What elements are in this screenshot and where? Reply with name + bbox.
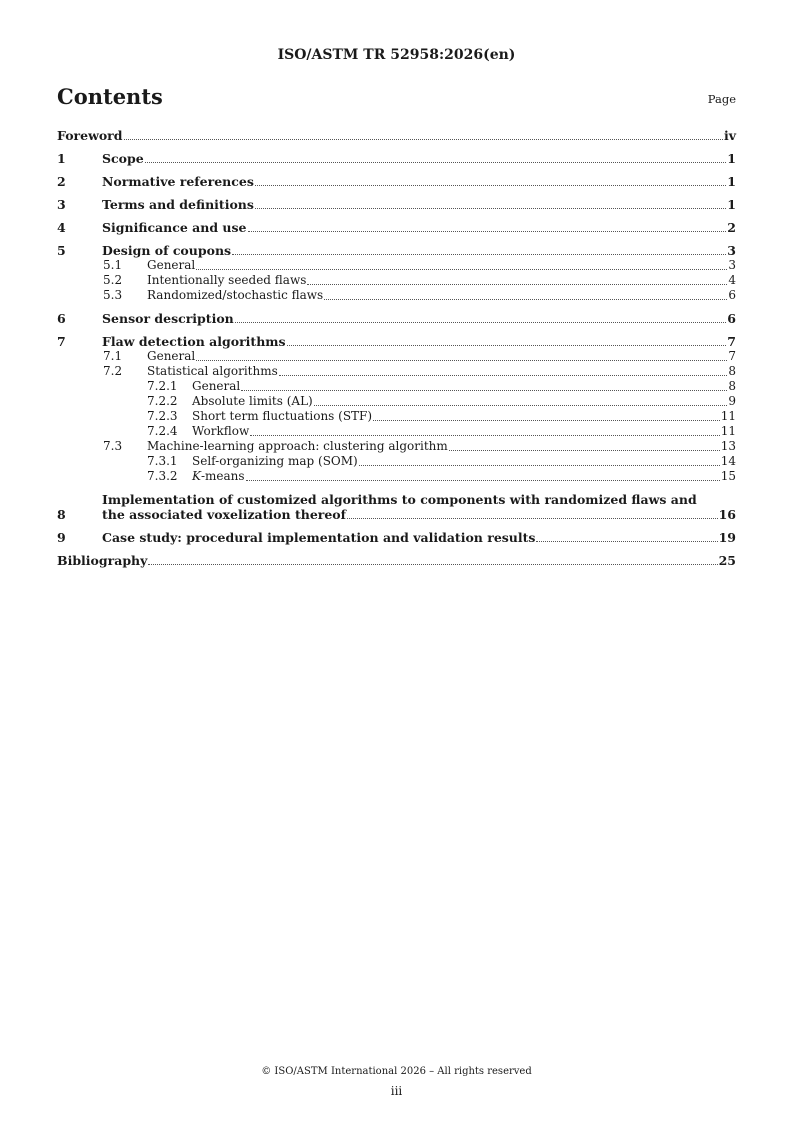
toc-entry-title: Scope <box>102 151 144 166</box>
toc-entry-title: Bibliography <box>57 553 148 568</box>
toc-entry-page: 9 <box>728 394 736 408</box>
toc-dot-leader <box>324 298 727 300</box>
toc-entry-title: Foreword <box>57 128 123 143</box>
toc-entry-title: Machine-learning approach: clustering algorithm <box>147 439 448 453</box>
toc-dot-leader <box>248 230 727 232</box>
toc-entry-title: Design of coupons <box>102 243 232 258</box>
toc-dot-leader <box>287 344 727 346</box>
toc-entry-number: 6 <box>57 311 66 326</box>
toc-dot-leader <box>246 479 720 481</box>
toc-entry-title: Randomized/stochastic flaws <box>147 288 324 302</box>
toc-entry-title: General <box>147 349 196 363</box>
toc-dot-leader <box>536 540 717 542</box>
toc-entry[interactable] <box>57 258 736 273</box>
toc-entry-title: K-means <box>192 469 245 483</box>
toc-entry-number: 7.1 <box>103 349 123 363</box>
toc-entry-title: Self-organizing map (SOM) <box>192 454 358 468</box>
toc-entry-page: 3 <box>728 258 736 272</box>
toc-entry[interactable] <box>57 530 736 545</box>
toc-entry-page: 14 <box>720 454 736 468</box>
toc-entry-number: 5.2 <box>103 273 123 287</box>
toc-entry-title: Flaw detection algorithms <box>102 334 286 349</box>
toc-entry-page: 2 <box>727 220 736 235</box>
toc-entry-number: 1 <box>57 151 66 166</box>
page-column-label: Page <box>707 92 736 106</box>
toc-entry-title: General <box>192 379 241 393</box>
toc-dot-leader <box>232 253 726 255</box>
toc-entry[interactable] <box>57 492 736 522</box>
toc-entry-page: 11 <box>720 409 736 423</box>
toc-dot-leader <box>124 138 723 140</box>
toc-entry-title: the associated voxelization thereof <box>102 507 347 522</box>
toc-dot-leader <box>148 563 717 565</box>
copyright-footer: © ISO/ASTM International 2026 – All rights reserved <box>261 1066 532 1077</box>
toc-entry[interactable] <box>57 174 736 189</box>
toc-entry[interactable] <box>57 243 736 258</box>
contents-title: Contents <box>57 84 163 109</box>
toc-entry-number: 3 <box>57 197 66 212</box>
toc-dot-leader <box>359 464 720 466</box>
toc-entry-page: 8 <box>728 379 736 393</box>
toc-entry-title: Significance and use <box>102 220 247 235</box>
toc-entry-number: 9 <box>57 530 66 545</box>
toc-dot-leader <box>314 404 728 406</box>
toc-entry-number: 7.2.1 <box>147 379 178 393</box>
toc-entry[interactable] <box>57 128 736 143</box>
toc-entry-number: 7.2.3 <box>147 409 178 423</box>
toc-entry-number: 7.2.4 <box>147 424 178 438</box>
toc-entry[interactable] <box>57 311 736 326</box>
toc-entry[interactable] <box>57 454 736 469</box>
toc-entry-page: 1 <box>727 151 736 166</box>
toc-entry-number: 5.3 <box>103 288 123 302</box>
toc-dot-leader <box>241 389 727 391</box>
toc-dot-leader <box>250 434 719 436</box>
toc-entry-page: 13 <box>720 439 736 453</box>
toc-entry-title: Implementation of customized algorithms to components with randomized flaws and <box>102 492 697 507</box>
toc-entry[interactable] <box>57 409 736 424</box>
toc-dot-leader <box>279 374 728 376</box>
toc-entry[interactable] <box>57 197 736 212</box>
toc-entry-number: 7.2.2 <box>147 394 178 408</box>
toc-entry-page: 6 <box>728 288 736 302</box>
toc-entry-title: Terms and definitions <box>102 197 254 212</box>
toc-entry-number: 2 <box>57 174 66 189</box>
toc-entry-title: Statistical algorithms <box>147 364 278 378</box>
toc-entry[interactable] <box>57 349 736 364</box>
toc-entry-page: 19 <box>718 530 736 545</box>
toc-entry-page: 15 <box>720 469 736 483</box>
toc-entry-title: General <box>147 258 196 272</box>
toc-entry-number: 5 <box>57 243 66 258</box>
toc-entry-page: 11 <box>720 424 736 438</box>
toc-dot-leader <box>255 184 726 186</box>
toc-entry-page: 6 <box>727 311 736 326</box>
toc-entry-title: Sensor description <box>102 311 234 326</box>
document-id-header: ISO/ASTM TR 52958:2026(en) <box>277 47 516 63</box>
toc-dot-leader <box>196 268 727 270</box>
toc-dot-leader <box>255 207 726 209</box>
toc-dot-leader <box>449 449 720 451</box>
toc-entry[interactable] <box>57 334 736 349</box>
toc-entry-page: 25 <box>718 553 736 568</box>
toc-dot-leader <box>145 161 727 163</box>
toc-entry-page: 1 <box>727 197 736 212</box>
toc-entry[interactable] <box>57 364 736 379</box>
toc-entry[interactable] <box>57 424 736 439</box>
toc-entry[interactable] <box>57 273 736 288</box>
toc-entry-number: 8 <box>57 507 66 522</box>
toc-entry-number: 7.3.2 <box>147 469 178 483</box>
toc-entry-number: 7.3.1 <box>147 454 178 468</box>
toc-entry-page: 3 <box>727 243 736 258</box>
toc-dot-leader <box>235 321 727 323</box>
toc-entry[interactable] <box>57 220 736 235</box>
toc-entry[interactable] <box>57 288 736 303</box>
toc-entry[interactable] <box>57 394 736 409</box>
toc-dot-leader <box>347 517 718 519</box>
toc-entry-page: 16 <box>718 507 736 522</box>
toc-entry-page: 8 <box>728 364 736 378</box>
toc-entry-page: 7 <box>727 334 736 349</box>
table-of-contents <box>57 128 736 568</box>
toc-entry-number: 5.1 <box>103 258 123 272</box>
toc-entry[interactable] <box>57 379 736 394</box>
toc-entry-number: 7.2 <box>103 364 123 378</box>
toc-entry[interactable] <box>57 469 736 484</box>
toc-entry-title: Intentionally seeded flaws <box>147 273 307 287</box>
toc-entry-page: iv <box>723 128 736 143</box>
toc-entry-page: 1 <box>727 174 736 189</box>
toc-entry-title: Case study: procedural implementation and validation results <box>102 530 536 545</box>
toc-entry-page: 4 <box>728 273 736 287</box>
toc-entry[interactable] <box>57 151 736 166</box>
toc-dot-leader <box>307 283 727 285</box>
toc-entry-number: 7 <box>57 334 66 349</box>
toc-entry[interactable] <box>57 553 736 568</box>
toc-entry-number: 4 <box>57 220 66 235</box>
page-number: iii <box>390 1084 403 1098</box>
toc-entry-title: Short term fluctuations (STF) <box>192 409 373 423</box>
toc-entry-title: Workflow <box>192 424 250 438</box>
toc-dot-leader <box>196 359 727 361</box>
toc-entry-page: 7 <box>728 349 736 363</box>
toc-entry-number: 7.3 <box>103 439 123 453</box>
toc-dot-leader <box>373 419 720 421</box>
toc-entry-title: Normative references <box>102 174 254 189</box>
toc-entry[interactable] <box>57 439 736 454</box>
toc-entry-title: Absolute limits (AL) <box>192 394 313 408</box>
